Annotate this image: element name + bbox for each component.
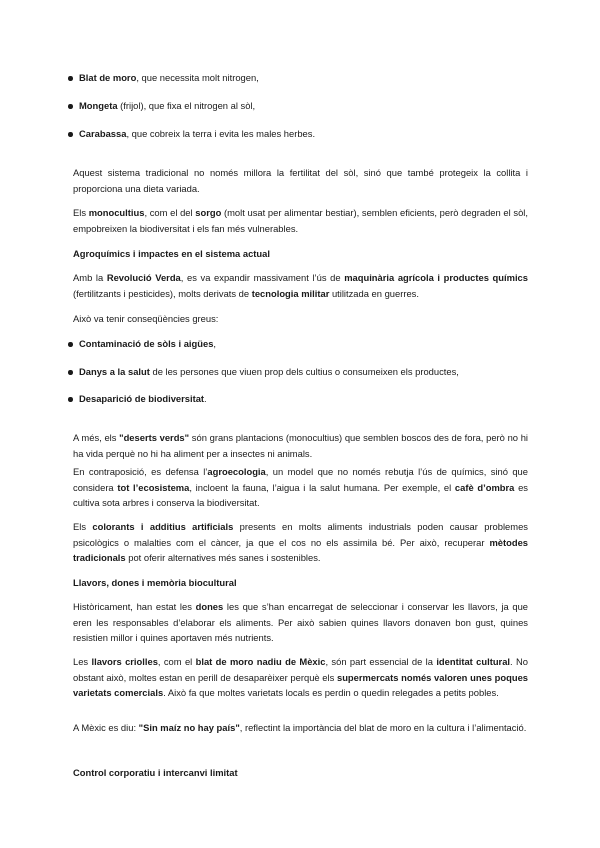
paragraph-consequences-intro: Això va tenir conseqüències greus: (73, 313, 219, 324)
list-item: Mongeta (frijol), que fixa el nitrogen al sòl, (79, 100, 255, 112)
list-item: Carabassa, que cobreix la terra i evita les males herbes. (79, 128, 315, 140)
paragraph-traditional-system: Aquest sistema tradicional no només millora la fertilitat del sòl, sinó que també protegeix la collita i proporciona una dieta variada. (73, 167, 528, 194)
section-heading-corporate-control: Control corporatiu i intercanvi limitat (73, 767, 238, 778)
bullet-icon (68, 397, 73, 402)
bullet-icon (68, 132, 73, 137)
list-item: Blat de moro, que necessita molt nitrogen, (79, 72, 259, 84)
paragraph-monocultures: Els monocultius, com el del sorgo (molt usat per alimentar bestiar), semblen eficients, però degraden el sòl, empobreixen la biodiversitat i els fan més vulnerables. (73, 207, 528, 234)
section-heading-agrochemicals: Agroquímics i impactes en el sistema actual (73, 248, 270, 259)
paragraph-green-revolution: Amb la Revolució Verda, es va expandir massivament l’ús de maquinària agrícola i productes químics (fertilitzants i pesticides), molts derivats de tecnologia militar utilitzada en guerres. (73, 272, 528, 299)
section-heading-seeds: Llavors, dones i memòria biocultural (73, 577, 237, 588)
list-item: Contaminació de sòls i aigües, (79, 338, 216, 350)
paragraph-creole-seeds: Les llavors criolles, com el blat de moro nadiu de Mèxic, són part essencial de la identitat cultural. No obstant això, moltes estan en perill de desaparèixer perquè els supermercats només valoren unes poques varietats comercials. Això fa que moltes varietats locals es perdin o quedin relegades a petits pobles. (73, 656, 528, 699)
bullet-icon (68, 342, 73, 347)
list-item: Danys a la salut de les persones que viuen prop dels cultius o consumeixen els productes, (79, 366, 459, 378)
bullet-icon (68, 370, 73, 375)
paragraph-colorants: Els colorants i additius artificials presents en molts aliments industrials poden causar problemes psicològics o malalties com el càncer, ja que el cos no els assimila bé. Per això, recuperar mètodes tradicionals pot oferir alternatives més sanes i sostenibles. (73, 521, 528, 564)
paragraph-green-deserts: A més, els "deserts verds" són grans plantacions (monocultius) que semblen boscos des de fora, però no hi ha vida perquè no hi ha aliment per a insectes ni animals. (73, 432, 528, 459)
bullet-icon (68, 104, 73, 109)
paragraph-mexico-saying: A Mèxic es diu: "Sin maíz no hay país", reflectint la importància del blat de moro en la cultura i l’alimentació. (73, 722, 527, 733)
paragraph-women-seeds: Històricament, han estat les dones les que s’han encarregat de seleccionar i conservar les llavors, ja que eren les responsables d’elaborar els aliments. Per això sabien quines llavors donaven bon gust, quines resistien millor i quines aportaven més nutrients. (73, 601, 528, 644)
list-item: Desaparició de biodiversitat. (79, 393, 207, 405)
bullet-icon (68, 76, 73, 81)
paragraph-agroecology: En contraposició, es defensa l’agroecologia, un model que no només rebutja l’ús de químics, sinó que considera tot l’ecosistema, incloent la fauna, l’aigua i la salut humana. Per exemple, el cafè d’ombra es cultiva sota arbres i conserva la biodiversitat. (73, 466, 528, 509)
